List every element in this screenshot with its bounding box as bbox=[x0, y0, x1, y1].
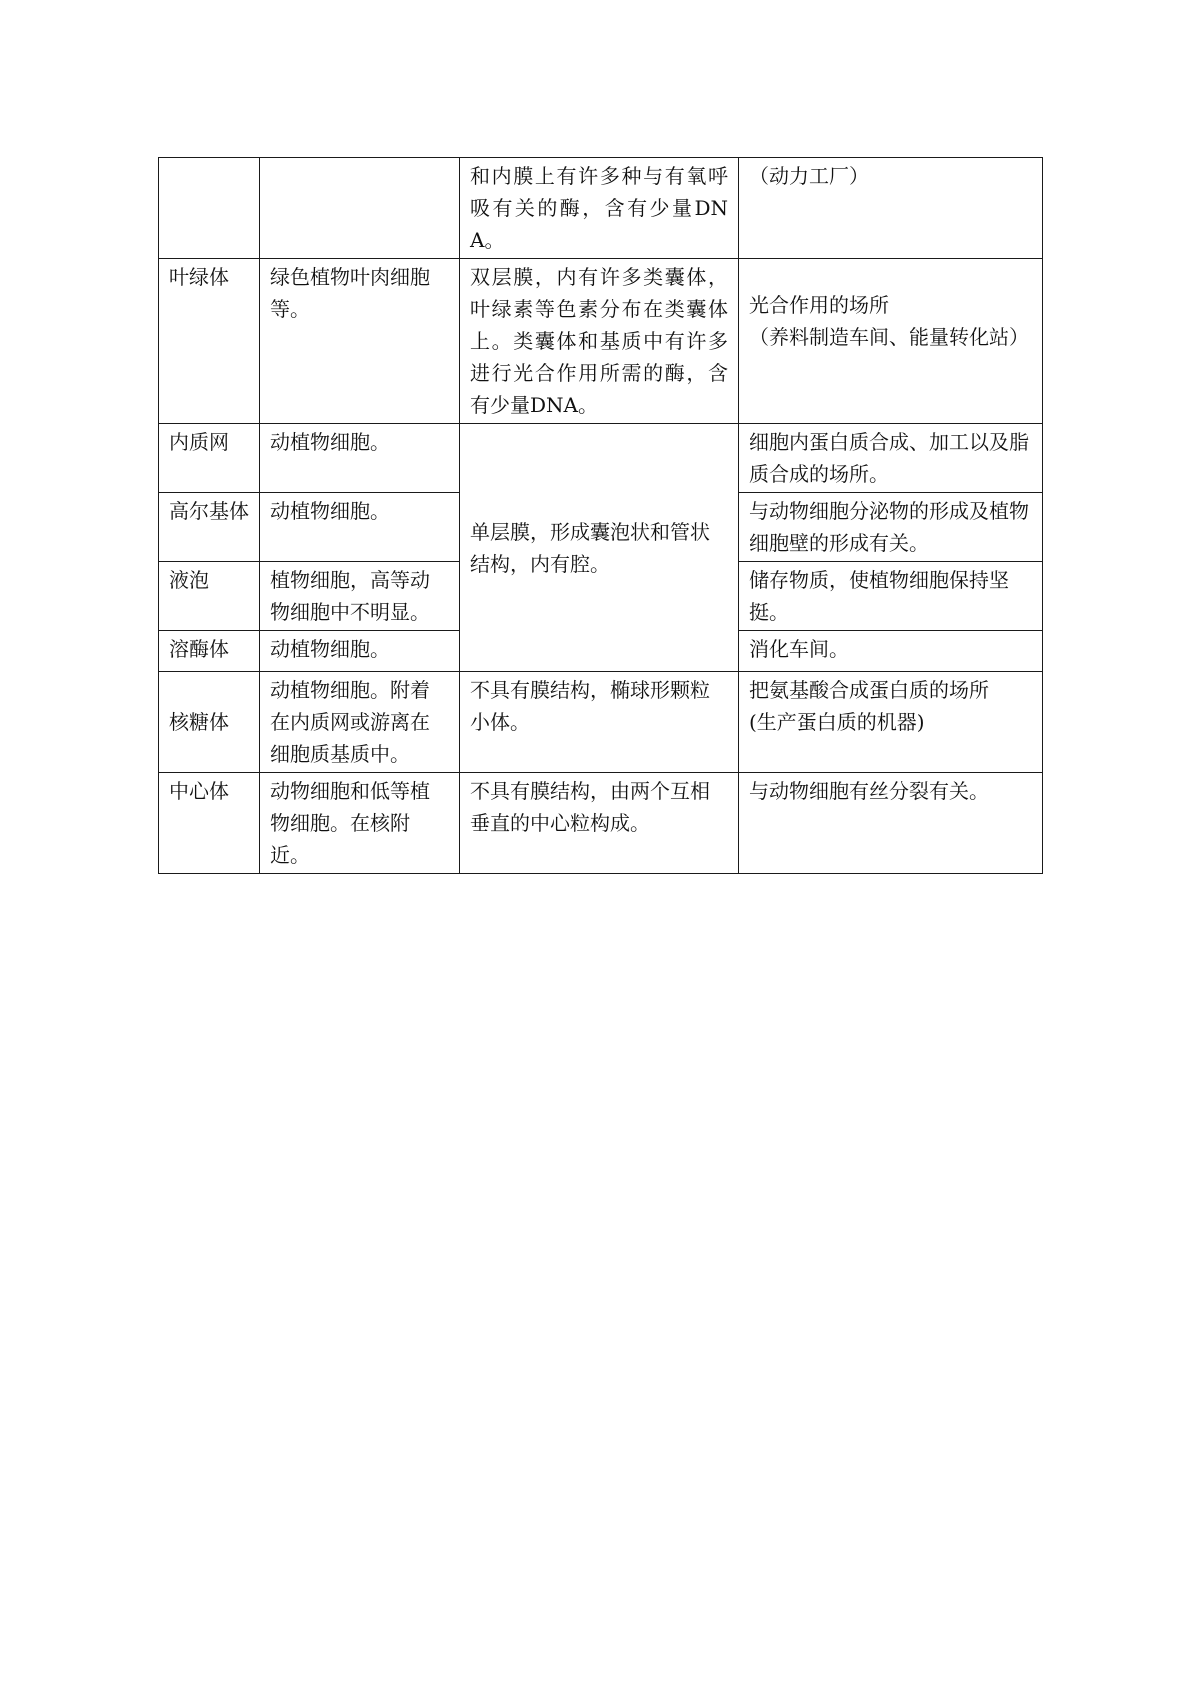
organelle-location-cell: 动物细胞和低等植物细胞。在核附近。 bbox=[260, 773, 460, 874]
organelle-name-cell: 液泡 bbox=[159, 562, 260, 631]
organelle-function-cell: 与动物细胞分泌物的形成及植物细胞壁的形成有关。 bbox=[739, 493, 1043, 562]
function-text: 光合作用的场所 bbox=[749, 293, 889, 317]
organelle-function-cell: 细胞内蛋白质合成、加工以及脂质合成的场所。 bbox=[739, 424, 1043, 493]
organelle-function-cell bbox=[739, 259, 1043, 424]
organelle-structure-cell: 不具有膜结构，由两个互相垂直的中心粒构成。 bbox=[460, 773, 739, 874]
organelle-location-cell bbox=[260, 158, 460, 259]
organelle-name-cell: 溶酶体 bbox=[159, 631, 260, 672]
spacer bbox=[749, 261, 1032, 289]
organelle-structure-cell: 和内膜上有许多种与有氧呼吸有关的酶，含有少量DNA。 bbox=[460, 158, 739, 259]
organelle-name-cell: 高尔基体 bbox=[159, 493, 260, 562]
table-row bbox=[159, 672, 1043, 773]
organelle-function-cell bbox=[739, 672, 1043, 773]
organelle-location-cell: 动植物细胞。附着在内质网或游离在细胞质基质中。 bbox=[260, 672, 460, 773]
function-note: (生产蛋白质的机器) bbox=[749, 710, 925, 734]
organelle-name-cell bbox=[159, 158, 260, 259]
table-row bbox=[159, 424, 1043, 493]
organelle-structure-cell: 双层膜，内有许多类囊体，叶绿素等色素分布在类囊体上。类囊体和基质中有许多进行光合作用所需的酶，含有少量DNA。 bbox=[460, 259, 739, 424]
organelle-function-cell: （动力工厂） bbox=[739, 158, 1043, 259]
organelle-name-cell: 内质网 bbox=[159, 424, 260, 493]
organelle-location-cell: 绿色植物叶肉细胞等。 bbox=[260, 259, 460, 424]
organelle-name-cell: 核糖体 bbox=[159, 672, 260, 773]
organelle-name-cell: 叶绿体 bbox=[159, 259, 260, 424]
organelle-name-cell: 中心体 bbox=[159, 773, 260, 874]
single-membrane-structure-cell: 单层膜，形成囊泡状和管状结构，内有腔。 bbox=[460, 424, 739, 672]
table-row bbox=[159, 259, 1043, 424]
organelle-structure-cell: 不具有膜结构，椭球形颗粒小体。 bbox=[460, 672, 739, 773]
function-note: （养料制造车间、能量转化站） bbox=[749, 325, 1029, 349]
table-row bbox=[159, 773, 1043, 874]
organelle-function-cell: 与动物细胞有丝分裂有关。 bbox=[739, 773, 1043, 874]
organelle-location-cell: 动植物细胞。 bbox=[260, 493, 460, 562]
organelle-location-cell: 动植物细胞。 bbox=[260, 424, 460, 493]
organelle-function-cell: 储存物质，使植物细胞保持坚挺。 bbox=[739, 562, 1043, 631]
table-row bbox=[159, 158, 1043, 259]
organelle-location-cell: 植物细胞，高等动物细胞中不明显。 bbox=[260, 562, 460, 631]
function-text: 把氨基酸合成蛋白质的场所 bbox=[749, 678, 989, 702]
organelle-function-cell: 消化车间。 bbox=[739, 631, 1043, 672]
organelle-location-cell: 动植物细胞。 bbox=[260, 631, 460, 672]
organelle-table bbox=[158, 157, 1043, 874]
